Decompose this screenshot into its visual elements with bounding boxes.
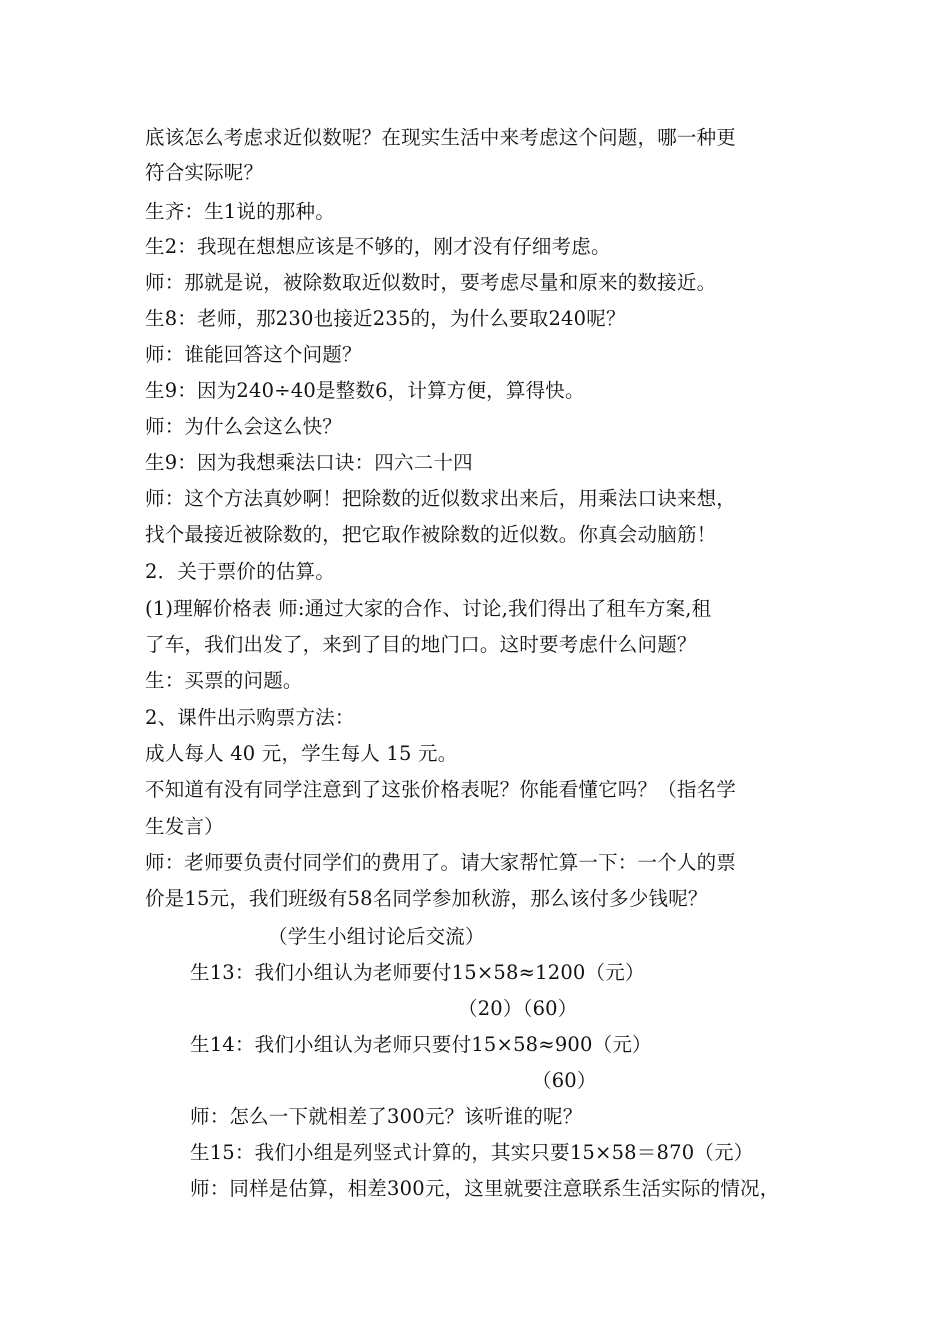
text-line: 生15：我们小组是列竖式计算的，其实只要15×58＝870（元） (190, 1141, 754, 1164)
text-line: 底该怎么考虑求近似数呢？在现实生活中来考虑这个问题，哪一种更 (145, 126, 737, 149)
text-line: 找个最接近被除数的，把它取作被除数的近似数。你真会动脑筋！ (145, 523, 717, 546)
text-line: 生发言） (145, 815, 224, 838)
text-line: 生：买票的问题。 (145, 669, 303, 692)
text-line: 师：怎么一下就相差了300元？该听谁的呢？ (190, 1105, 583, 1128)
text-line: 师：同样是估算，相差300元，这里就要注意联系生活实际的情况， (190, 1177, 780, 1200)
text-line: 生13：我们小组认为老师要付15×58≈1200（元） (190, 961, 645, 984)
text-line: 生9：因为我想乘法口诀：四六二十四 (145, 451, 473, 474)
text-line: 生9：因为240÷40是整数6，计算方便，算得快。 (145, 379, 585, 402)
text-line: 符合实际呢？ (145, 161, 264, 184)
approximation-annotation: （60） (532, 1069, 597, 1092)
approximation-annotation: （20）（60） (458, 997, 578, 1020)
text-line: 价是15元，我们班级有58名同学参加秋游，那么该付多少钱呢？ (145, 887, 708, 910)
text-line: 师：老师要负责付同学们的费用了。请大家帮忙算一下：一个人的票 (145, 851, 737, 874)
text-line: 2、课件出示购票方法： (145, 706, 355, 729)
text-line: 生14：我们小组认为老师只要付15×58≈900（元） (190, 1033, 652, 1056)
section-heading: 2．关于票价的估算。 (145, 560, 335, 583)
text-line: 了车，我们出发了，来到了目的地门口。这时要考虑什么问题？ (145, 633, 697, 656)
text-line: 成人每人 40 元，学生每人 15 元。 (145, 742, 458, 765)
text-line: 不知道有没有同学注意到了这张价格表呢？你能看懂它吗？（指名学 (145, 778, 737, 801)
text-line: (1)理解价格表 师:通过大家的合作、讨论,我们得出了租车方案,租 (145, 597, 712, 620)
text-line: （学生小组讨论后交流） (268, 925, 485, 948)
text-line: 师：那就是说，被除数取近似数时，要考虑尽量和原来的数接近。 (145, 271, 717, 294)
text-line: 师：为什么会这么快？ (145, 415, 343, 438)
text-line: 生2：我现在想想应该是不够的，刚才没有仔细考虑。 (145, 235, 611, 258)
text-line: 生8：老师，那230也接近235的，为什么要取240呢？ (145, 307, 626, 330)
text-line: 师：谁能回答这个问题？ (145, 343, 362, 366)
text-line: 师：这个方法真妙啊！把除数的近似数求出来后，用乘法口诀来想， (145, 487, 737, 510)
text-line: 生齐：生1说的那种。 (145, 200, 335, 223)
